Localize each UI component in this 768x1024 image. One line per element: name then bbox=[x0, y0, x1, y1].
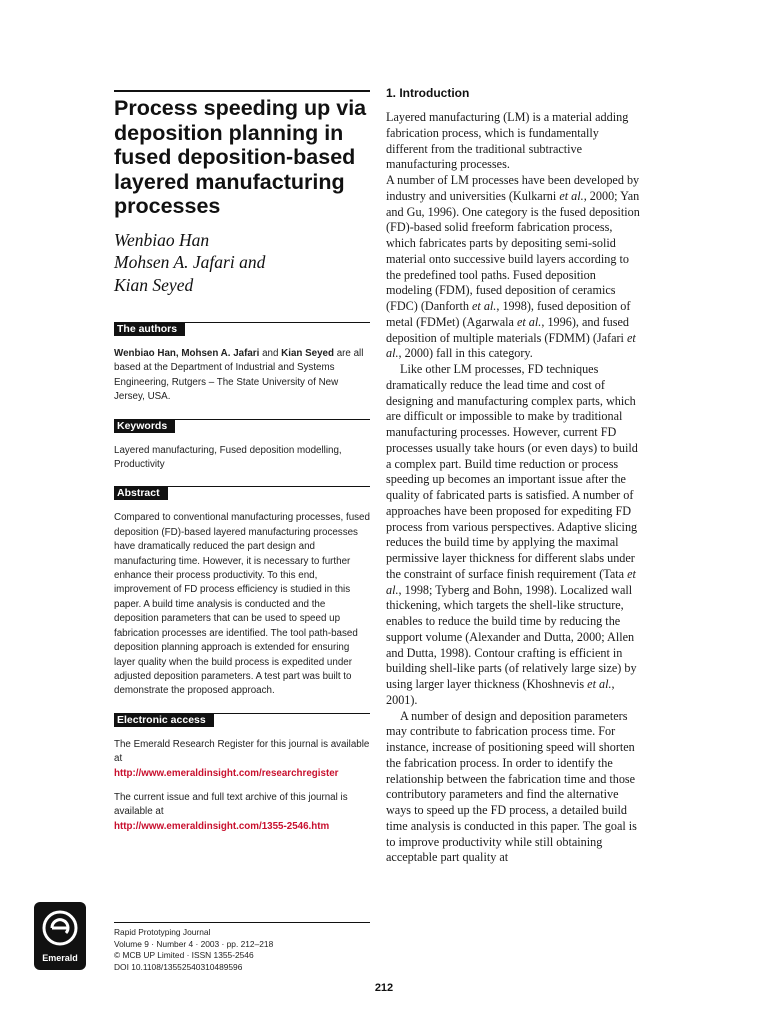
emerald-e-icon bbox=[42, 910, 78, 946]
electronic-access-text-2: The current issue and full text archive of this journal is available at bbox=[114, 791, 348, 818]
research-register-link[interactable]: http://www.emeraldinsight.com/researchregister bbox=[114, 767, 339, 779]
logo-text: Emerald bbox=[42, 953, 78, 963]
keywords-label: Keywords bbox=[114, 420, 175, 433]
abstract-label: Abstract bbox=[114, 487, 168, 500]
introduction-heading: 1. Introduction bbox=[386, 86, 470, 100]
journal-name: Rapid Prototyping Journal bbox=[114, 927, 211, 937]
electronic-access-section bbox=[114, 713, 370, 834]
author-list bbox=[114, 229, 370, 297]
abstract-section bbox=[114, 486, 370, 698]
paper-title: Process speeding up via deposition planning in fused deposition-based layered manufacturing processes bbox=[114, 96, 367, 218]
right-column bbox=[386, 86, 642, 866]
abstract-text: Compared to conventional manufacturing processes, fused deposition (FD)-based layered manufacturing processes have dramatically reduced the part design and manufacturing time. However, it is necessary to further enhance their process productivity. To this end, improvement of FD process efficiency is studied in this paper. A build time analysis is conducted and the deposition parameters that can be used to speed up fabrication processes are identified. The tool path-based deposition planning approach is extended for ensuring layer quality when the build process is expedited under adjusted deposition parameters. A test part was built to demonstrate the proposed approach. bbox=[114, 512, 370, 697]
the-authors-section bbox=[114, 322, 370, 405]
journal-rule bbox=[114, 922, 370, 923]
intro-paragraph-3: Like other LM processes, FD techniques dramatically reduce the lead time and cost of designing and manufacturing complex parts, which are difficult or impossible to make by traditional manufacturing processes. However, current FD processes usually take hours (or even days) to build a complex part. Build time reduction or process speeding up becomes an important issue after the quality of fabricated parts is satisfied. A number of approaches have been proposed for expediting FD process from various perspectives. Adaptive slicing reduces the build time by applying the maximal permissive layer thickness for different slabs under the constraint of surface finish requirement (Tata et al., 1998; Tyberg and Bohn, 1998). Localized wall thickening, which targets the shell-like structure, enables to reduce the build time by reducing the support volume (Alexander and Dutta, 2000; Allen and Dutta, 1998). Contour crafting is efficient in building shell-like parts (of relatively large size) by using larger layer thickness (Khoshnevis et al., 2001). bbox=[386, 362, 638, 707]
keywords-section bbox=[114, 419, 370, 473]
journal-doi: DOI 10.1108/13552540310489596 bbox=[114, 961, 243, 972]
keywords-text: Layered manufacturing, Fused deposition modelling, Productivity bbox=[114, 444, 342, 471]
electronic-access-text-1: The Emerald Research Register for this journal is available at bbox=[114, 738, 370, 765]
emerald-logo bbox=[34, 902, 86, 970]
author-name: Kian Seyed bbox=[114, 274, 194, 295]
journal-copyright: © MCB UP Limited · ISSN 1355-2546 bbox=[114, 950, 254, 960]
intro-paragraph-2: A number of LM processes have been developed by industry and universities (Kulkarni et al., 2000; Yan and Gu, 1996). One category is the fused deposition (FD)-based solid freeform fabrication process, which fabricates parts by depositing semi-solid material onto successive build layers according to the predefined tool paths. Fused deposition modeling (FDM), fused deposition of ceramics (FDC) (Danforth et al., 1998), fused deposition of metal (FDMet) (Agarwala et al., 1996), and fused deposition of multiple materials (FDMM) (Jafari et al., 2000) fall in this category. bbox=[386, 173, 640, 361]
intro-paragraph-4: A number of design and deposition parameters may contribute to fabrication process time. For instance, increase of positioning speed will shorten the fabrication process. In order to identify the relationship between the fabrication time and those contributory parameters and find the alternative ways to speed up the FD process, a detailed build time analysis is conducted in this paper. The goal is to improve productivity while still obtaining acceptable part quality at bbox=[386, 708, 637, 865]
intro-paragraph-1: Layered manufacturing (LM) is a material adding fabrication process, which is fundamentally different from the traditional subtractive manufacturing processes. bbox=[386, 110, 629, 172]
the-authors-label: The authors bbox=[114, 323, 185, 336]
title-rule bbox=[114, 90, 370, 92]
journal-info bbox=[114, 922, 370, 973]
journal-archive-link[interactable]: http://www.emeraldinsight.com/1355-2546.htm bbox=[114, 820, 330, 832]
the-authors-text: Wenbiao Han, Mohsen A. Jafari and Kian Seyed are all based at the Department of Industrial and Systems Engineering, Rutgers – The State University of New Jersey, USA. bbox=[114, 348, 364, 403]
left-column bbox=[114, 90, 370, 834]
author-name: Wenbiao Han bbox=[114, 229, 210, 250]
journal-volume: Volume 9 · Number 4 · 2003 · pp. 212–218 bbox=[114, 938, 274, 949]
page-number: 212 bbox=[374, 982, 394, 994]
electronic-access-label: Electronic access bbox=[114, 714, 214, 727]
author-name: Mohsen A. Jafari and bbox=[114, 252, 266, 272]
